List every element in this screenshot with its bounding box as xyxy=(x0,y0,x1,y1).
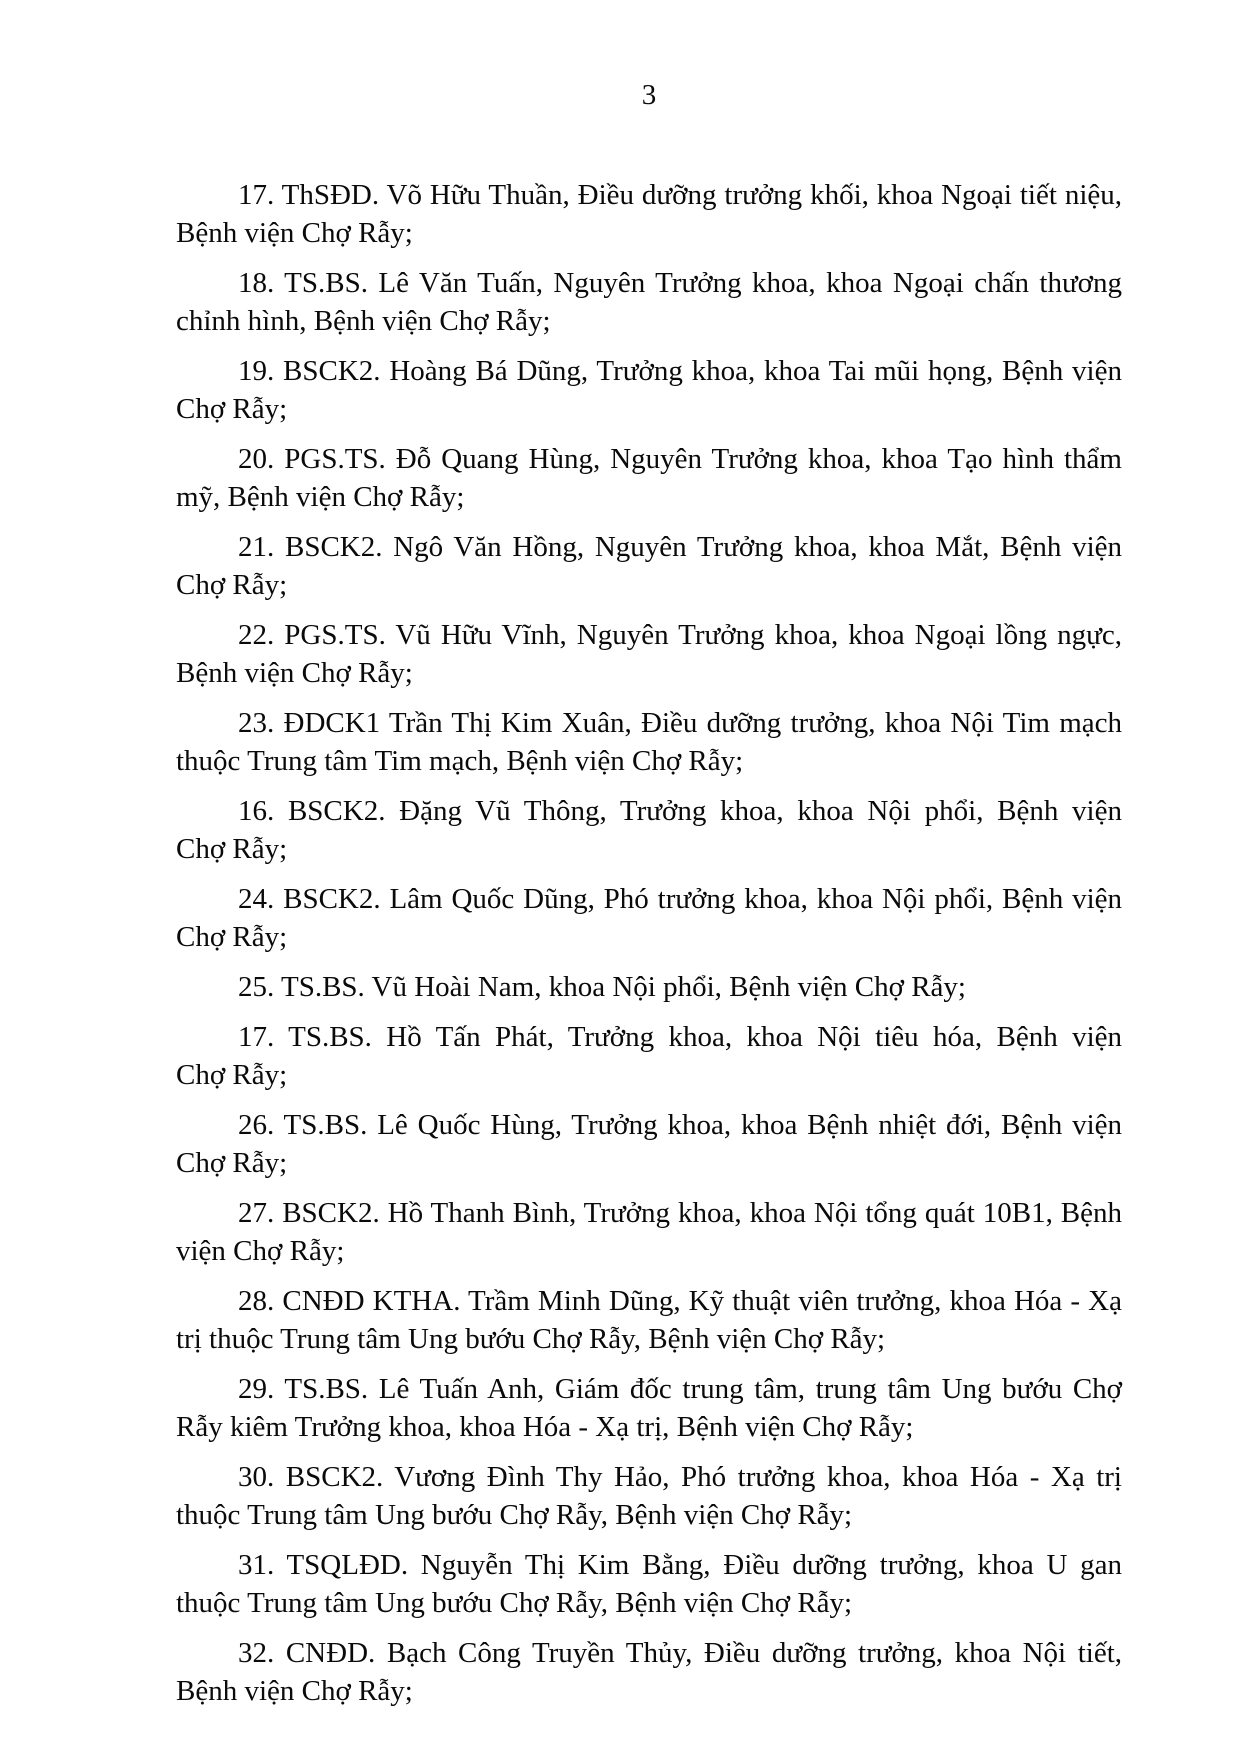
list-item-paragraph xyxy=(176,1370,1122,1446)
list-item-line: 21. BSCK2. Ngô Văn Hồng, Nguyên Trưởng khoa, khoa Mắt, Bệnh viện xyxy=(238,531,1122,563)
list-item-line: Chợ Rẫy; xyxy=(176,1147,288,1179)
list-item-line: Bệnh viện Chợ Rẫy; xyxy=(176,657,413,689)
list-item-line: thuộc Trung tâm Tim mạch, Bệnh viện Chợ Rẫy; xyxy=(176,745,744,777)
list-item-paragraph xyxy=(176,1106,1122,1182)
list-item-line: 25. TS.BS. Vũ Hoài Nam, khoa Nội phổi, Bệnh viện Chợ Rẫy; xyxy=(238,971,966,1003)
list-item-line: 27. BSCK2. Hồ Thanh Bình, Trưởng khoa, khoa Nội tổng quát 10B1, Bệnh xyxy=(238,1197,1122,1229)
list-item-line: Chợ Rẫy; xyxy=(176,1059,288,1091)
list-item-line: viện Chợ Rẫy; xyxy=(176,1235,345,1267)
list-item-line: thuộc Trung tâm Ung bướu Chợ Rẫy, Bệnh viện Chợ Rẫy; xyxy=(176,1499,853,1531)
list-item-line: thuộc Trung tâm Ung bướu Chợ Rẫy, Bệnh viện Chợ Rẫy; xyxy=(176,1587,853,1619)
list-item-paragraph xyxy=(176,1634,1122,1710)
list-item-paragraph xyxy=(176,880,1122,956)
list-item-paragraph xyxy=(176,792,1122,868)
list-item-line: Rẫy kiêm Trưởng khoa, khoa Hóa - Xạ trị, Bệnh viện Chợ Rẫy; xyxy=(176,1411,914,1443)
list-item-line: 17. ThSĐD. Võ Hữu Thuần, Điều dưỡng trưởng khối, khoa Ngoại tiết niệu, xyxy=(238,179,1122,211)
list-item-paragraph xyxy=(176,1018,1122,1094)
list-item-paragraph xyxy=(176,1458,1122,1534)
list-item-line: Bệnh viện Chợ Rẫy; xyxy=(176,1675,413,1707)
list-item-paragraph xyxy=(176,1194,1122,1270)
list-item-line: chỉnh hình, Bệnh viện Chợ Rẫy; xyxy=(176,305,551,337)
list-item-line: 20. PGS.TS. Đỗ Quang Hùng, Nguyên Trưởng khoa, khoa Tạo hình thẩm xyxy=(238,443,1122,475)
list-item-paragraph xyxy=(176,968,1122,1006)
list-item-line: 19. BSCK2. Hoàng Bá Dũng, Trưởng khoa, khoa Tai mũi họng, Bệnh viện xyxy=(238,355,1122,387)
list-item-line: 16. BSCK2. Đặng Vũ Thông, Trưởng khoa, khoa Nội phổi, Bệnh viện xyxy=(238,795,1122,827)
list-item-line: 23. ĐDCK1 Trần Thị Kim Xuân, Điều dưỡng trưởng, khoa Nội Tim mạch xyxy=(238,707,1122,739)
list-item-line: 17. TS.BS. Hồ Tấn Phát, Trưởng khoa, khoa Nội tiêu hóa, Bệnh viện xyxy=(238,1021,1122,1053)
list-item-paragraph xyxy=(176,176,1122,252)
list-item-line: 22. PGS.TS. Vũ Hữu Vĩnh, Nguyên Trưởng khoa, khoa Ngoại lồng ngực, xyxy=(238,619,1122,651)
list-item-line: 24. BSCK2. Lâm Quốc Dũng, Phó trưởng khoa, khoa Nội phổi, Bệnh viện xyxy=(238,883,1122,915)
list-item-line: Chợ Rẫy; xyxy=(176,833,288,865)
list-item-line: Chợ Rẫy; xyxy=(176,921,288,953)
list-item-line: Chợ Rẫy; xyxy=(176,569,288,601)
list-item-line: 31. TSQLĐD. Nguyễn Thị Kim Bằng, Điều dưỡng trưởng, khoa U gan xyxy=(238,1549,1122,1581)
list-item-paragraph xyxy=(176,440,1122,516)
list-item-line: 30. BSCK2. Vương Đình Thy Hảo, Phó trưởng khoa, khoa Hóa - Xạ trị xyxy=(238,1461,1122,1493)
list-item-paragraph xyxy=(176,1546,1122,1622)
list-item-line: 29. TS.BS. Lê Tuấn Anh, Giám đốc trung tâm, trung tâm Ung bướu Chợ xyxy=(238,1373,1122,1405)
list-item-line: 32. CNĐD. Bạch Công Truyền Thủy, Điều dưỡng trưởng, khoa Nội tiết, xyxy=(238,1637,1122,1669)
list-item-line: trị thuộc Trung tâm Ung bướu Chợ Rẫy, Bệnh viện Chợ Rẫy; xyxy=(176,1323,886,1355)
list-item-paragraph xyxy=(176,1282,1122,1358)
list-item-paragraph xyxy=(176,616,1122,692)
list-item-line: 28. CNĐD KTHA. Trầm Minh Dũng, Kỹ thuật viên trưởng, khoa Hóa - Xạ xyxy=(238,1285,1122,1317)
page-number: 3 xyxy=(641,79,657,111)
list-item-line: Bệnh viện Chợ Rẫy; xyxy=(176,217,413,249)
list-item-paragraph xyxy=(176,528,1122,604)
list-item-paragraph xyxy=(176,264,1122,340)
list-item-line: 18. TS.BS. Lê Văn Tuấn, Nguyên Trưởng khoa, khoa Ngoại chấn thương xyxy=(238,267,1122,299)
list-item-line: 26. TS.BS. Lê Quốc Hùng, Trưởng khoa, khoa Bệnh nhiệt đới, Bệnh viện xyxy=(238,1109,1122,1141)
list-item-line: Chợ Rẫy; xyxy=(176,393,288,425)
list-item-line: mỹ, Bệnh viện Chợ Rẫy; xyxy=(176,481,465,513)
document-body xyxy=(176,176,1122,1710)
document-content xyxy=(176,0,1122,1710)
list-item-paragraph xyxy=(176,704,1122,780)
list-item-paragraph xyxy=(176,352,1122,428)
